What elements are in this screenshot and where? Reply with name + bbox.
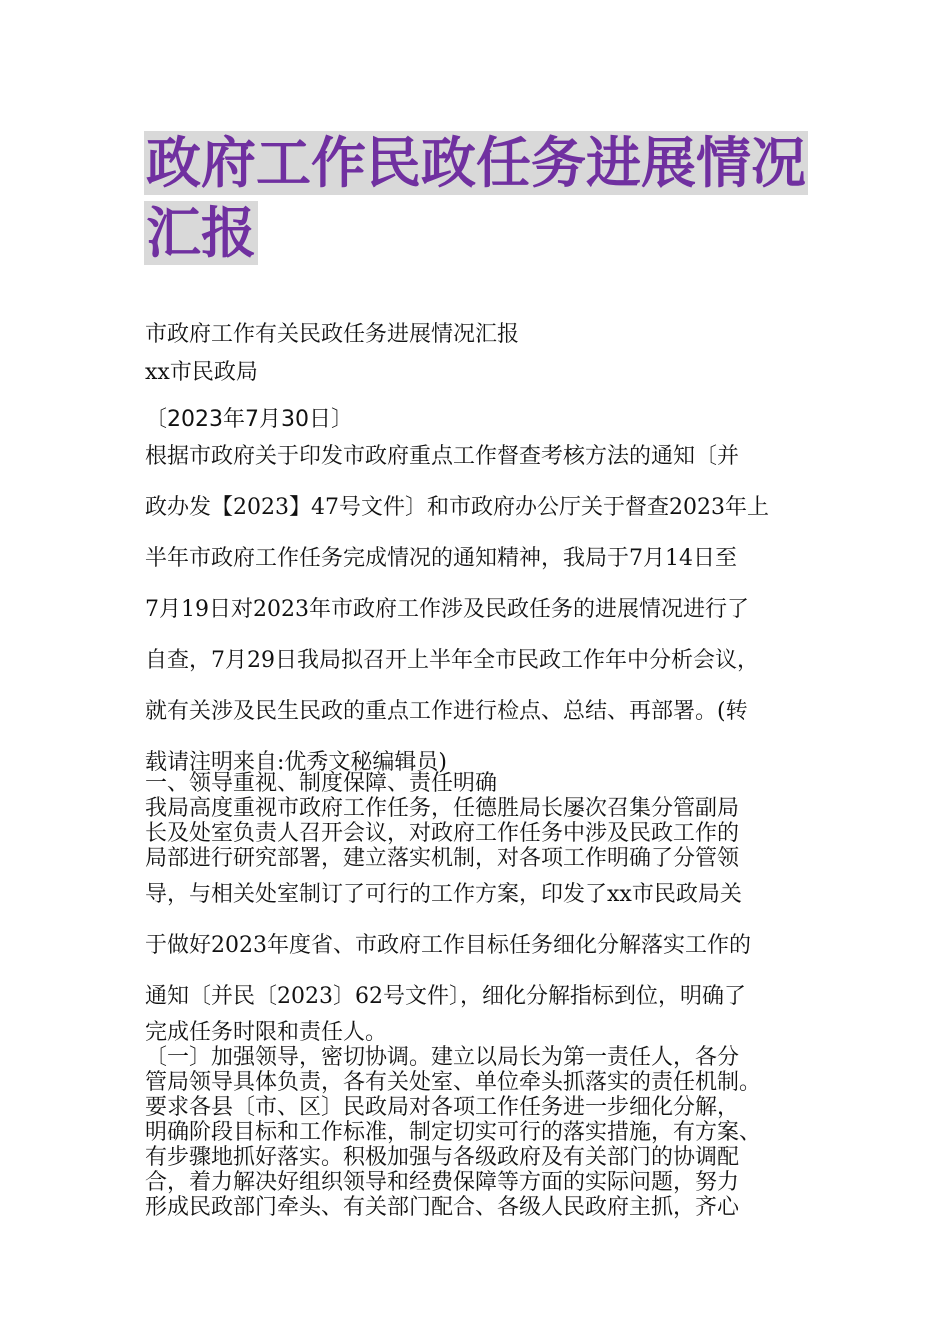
paragraph-line: 局部进行研究部署，建立落实机制，对各项工作明确了分管领	[145, 846, 740, 871]
paragraph-line: 〔一〕加强领导，密切协调。建立以局长为第一责任人，各分	[145, 1045, 740, 1070]
paragraph-line: 要求各县〔市、区〕民政局对各项工作任务进一步细化分解，	[145, 1095, 740, 1120]
title-highlight: 政府工作民政任务进展情况汇报	[146, 131, 807, 265]
issuer-line: xx市民政局	[145, 360, 258, 385]
paragraph-line: 明确阶段目标和工作标准，制定切实可行的落实措施，有方案、	[145, 1120, 762, 1145]
document-subtitle: 市政府工作有关民政任务进展情况汇报	[145, 322, 520, 347]
intro-paragraph	[145, 431, 815, 788]
paragraph-line: 载请注明来自:优秀文秘编辑员)	[145, 750, 447, 775]
paragraph-line: 半年市政府工作任务完成情况的通知精神，我局于7月14日至	[145, 546, 737, 571]
section1-paragraph-a	[145, 796, 815, 871]
paragraph-line: 通知〔并民〔2023〕62号文件〕，细化分解指标到位，明确了	[145, 984, 746, 1009]
paragraph-line: 有步骤地抓好落实。积极加强与各级政府及有关部门的协调配	[145, 1145, 740, 1170]
paragraph-line: 自查，7月29日我局拟召开上半年全市民政工作年中分析会议，	[145, 648, 759, 673]
paragraph-line: 7月19日对2023年市政府工作涉及民政任务的进展情况进行了	[145, 597, 749, 622]
paragraph-line: 就有关涉及民生民政的重点工作进行检点、总结、再部署。(转	[145, 699, 748, 724]
paragraph-line: 政办发【2023】47号文件〕和市政府办公厅关于督查2023年上	[145, 495, 769, 520]
paragraph-line: 合，着力解决好组织领导和经费保障等方面的实际问题，努力	[145, 1170, 740, 1195]
section1-paragraph-b	[145, 869, 815, 1022]
paragraph-line: 导，与相关处室制订了可行的工作方案，印发了xx市民政局关	[145, 882, 742, 907]
paragraph-line: 管局领导具体负责，各有关处室、单位牵头抓落实的责任机制。	[145, 1070, 762, 1095]
subsection1-paragraph	[145, 1045, 815, 1220]
paragraph-line: 根据市政府关于印发市政府重点工作督查考核方法的通知〔并	[145, 444, 740, 469]
date-line: 〔2023年7月30日〕	[145, 407, 353, 432]
paragraph-line: 形成民政部门牵头、有关部门配合、各级人民政府主抓，齐心	[145, 1195, 740, 1220]
paragraph-line: 我局高度重视市政府工作任务，任德胜局长屡次召集分管副局	[145, 796, 740, 821]
document-title	[144, 128, 824, 268]
paragraph-line: 于做好2023年度省、市政府工作目标任务细化分解落实工作的	[145, 933, 751, 958]
section1-last-line: 完成任务时限和责任人。	[145, 1020, 388, 1045]
section-heading: 一、领导重视、制度保障、责任明确	[145, 771, 498, 796]
paragraph-line: 长及处室负责人召开会议，对政府工作任务中涉及民政工作的	[145, 821, 740, 846]
